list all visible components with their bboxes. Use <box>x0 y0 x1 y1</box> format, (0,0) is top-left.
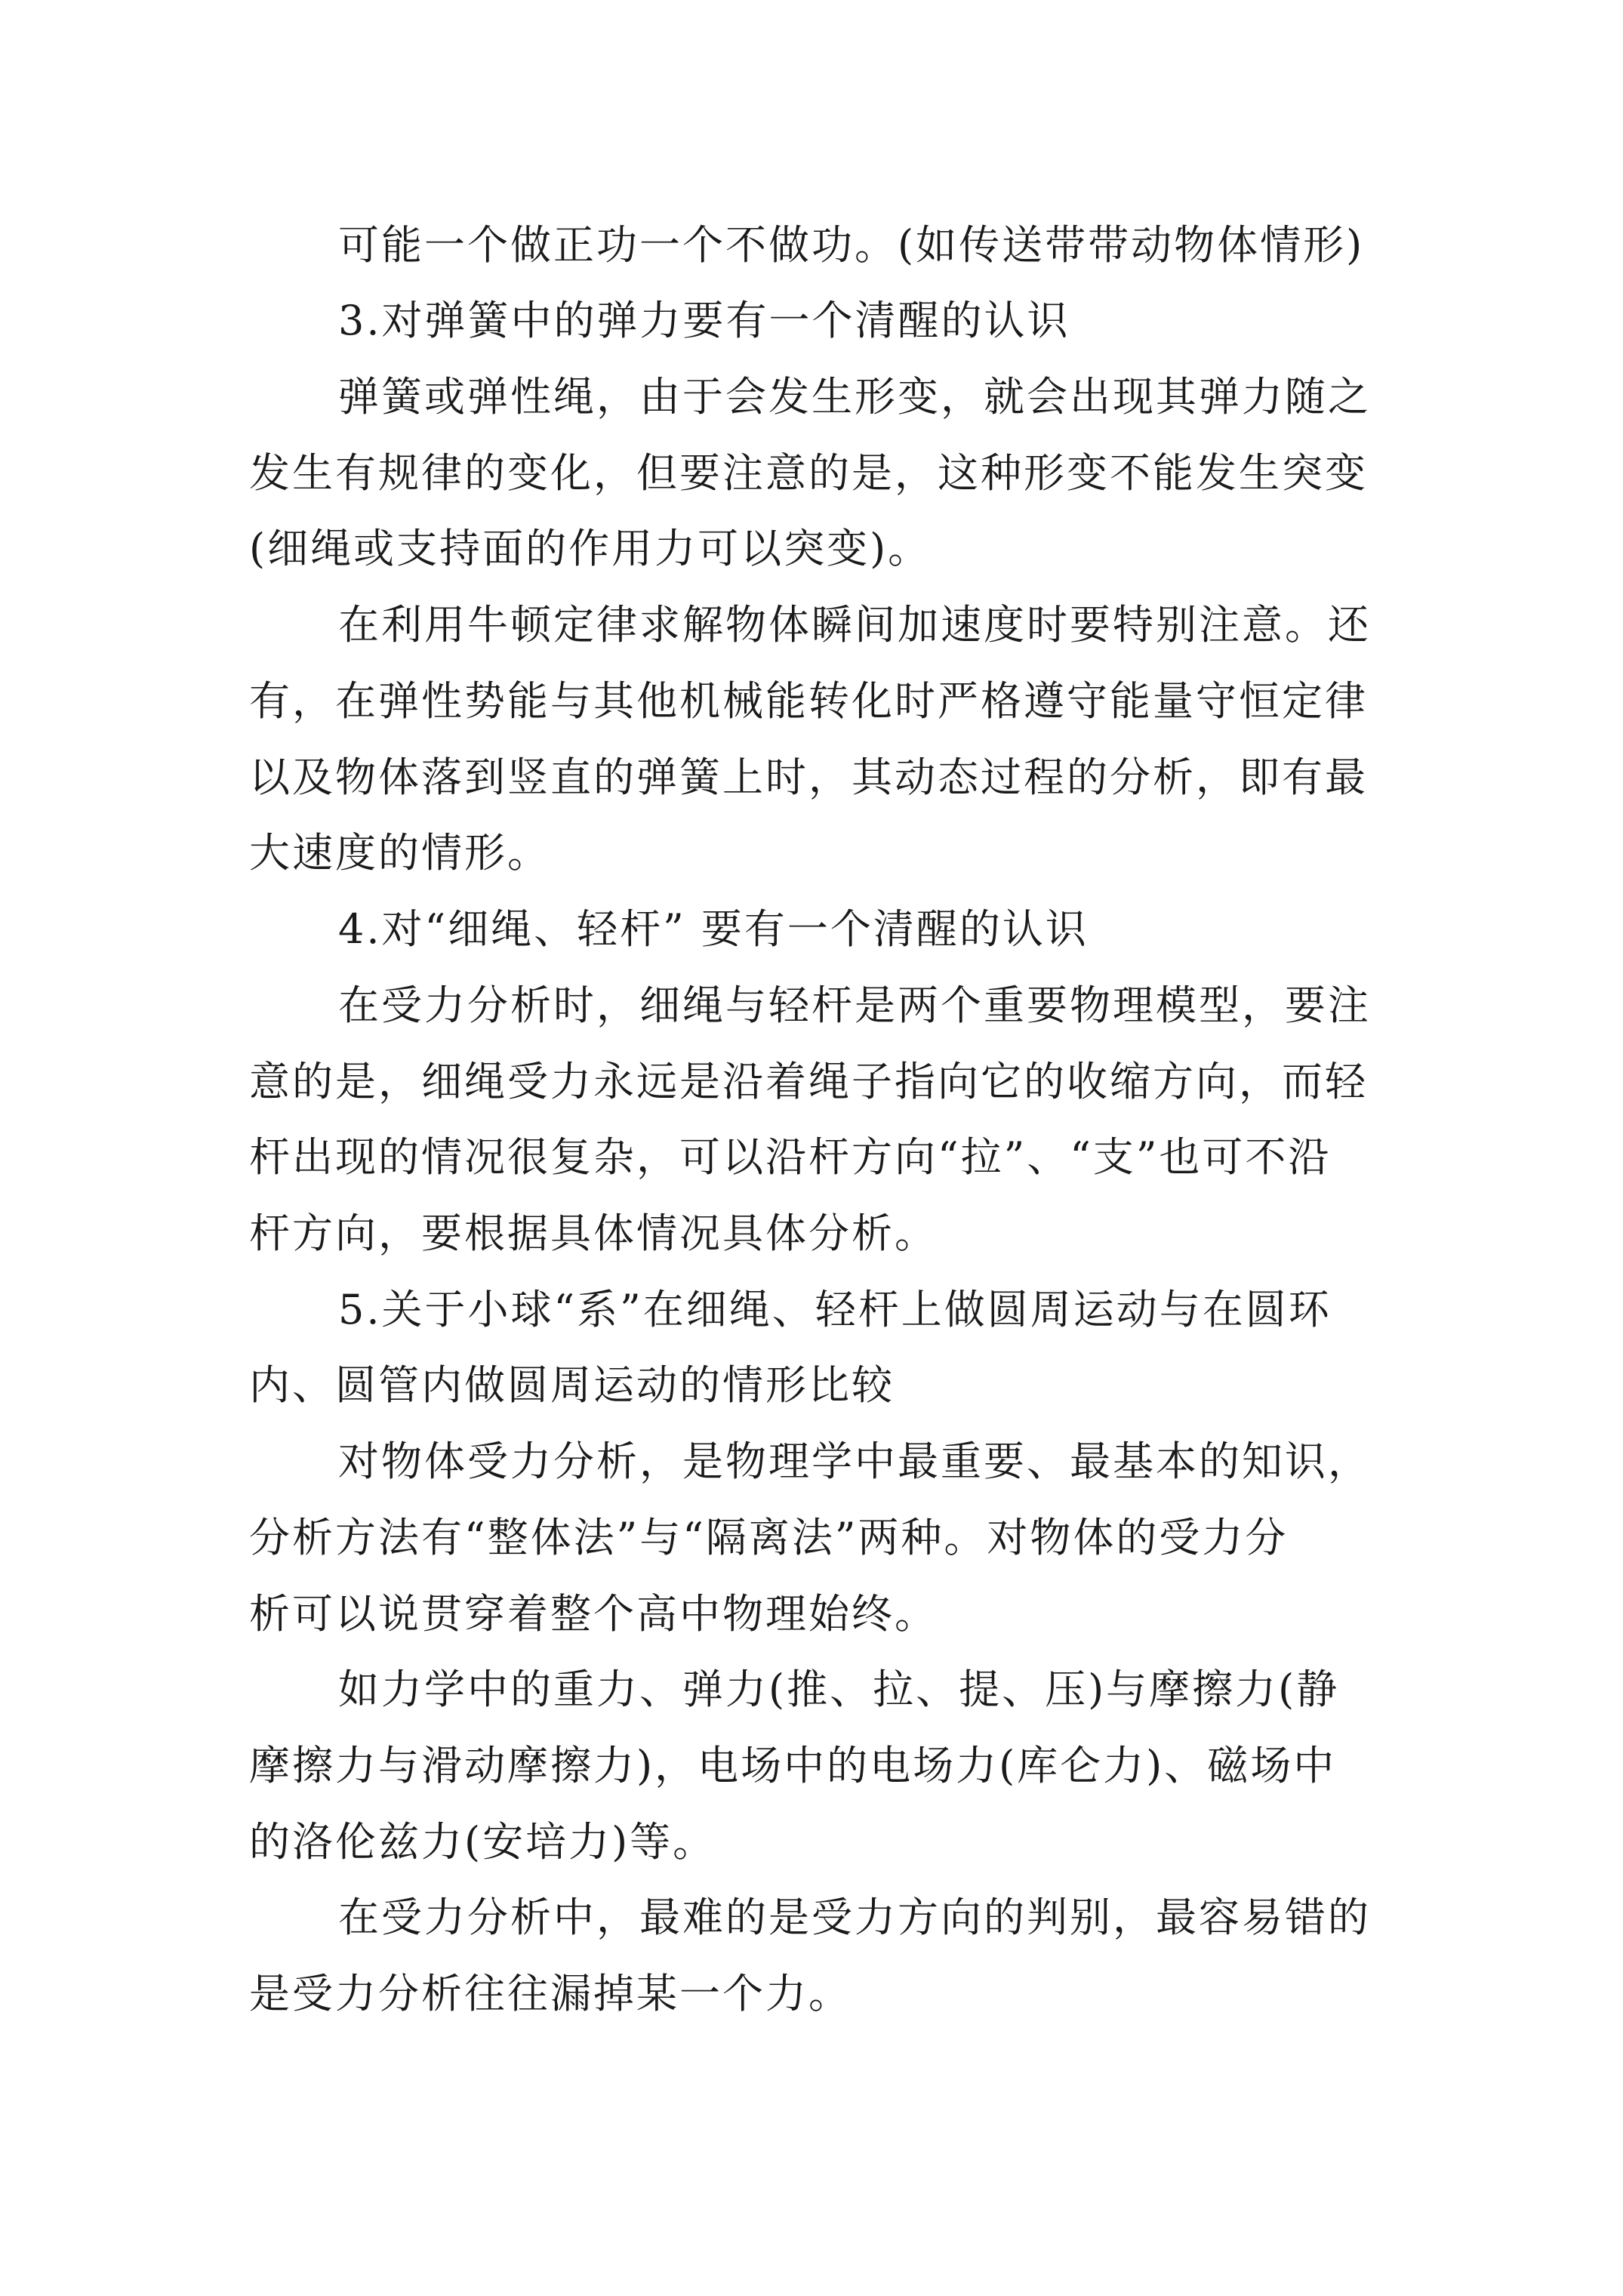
text-line: 杆方向，要根据具体情况具体分析。 <box>249 1210 938 1257</box>
section-heading: 5.关于小球“系”在细绳、轻杆上做圆周运动与在圆环 <box>338 1286 1332 1333</box>
text-line: 在受力分析中，最难的是受力方向的判别，最容易错的 <box>338 1894 1371 1941</box>
text-line: 有，在弹性势能与其他机械能转化时严格遵守能量守恒定律 <box>249 677 1368 725</box>
text-line: 以及物体落到竖直的弹簧上时，其动态过程的分析，即有最 <box>249 754 1368 801</box>
text-line: 大速度的情形。 <box>249 829 550 877</box>
text-line: 在利用牛顿定律求解物体瞬间加速度时要特别注意。还 <box>338 601 1371 649</box>
text-line: 在受力分析时，细绳与轻杆是两个重要物理模型，要注 <box>338 982 1371 1029</box>
text-line: 是受力分析往往漏掉某一个力。 <box>249 1970 852 2017</box>
section-heading: 4.对“细绳、轻杆” 要有一个清醒的认识 <box>338 905 1089 953</box>
text-line: 析可以说贯穿着整个高中物理始终。 <box>249 1590 938 1638</box>
text-line: 意的是，细绳受力永远是沿着绳子指向它的收缩方向，而轻 <box>249 1058 1368 1105</box>
text-line: 可能一个做正功一个不做功。(如传送带带动物体情形) <box>338 221 1365 269</box>
text-line: 如力学中的重力、弹力(推、拉、提、压)与摩擦力(静 <box>338 1666 1340 1713</box>
text-line: 对物体受力分析，是物理学中最重要、最基本的知识， <box>338 1438 1371 1485</box>
text-line: 杆出现的情况很复杂，可以沿杆方向“拉”、“支”也可不沿 <box>249 1133 1332 1181</box>
text-line: 摩擦力与滑动摩擦力)，电场中的电场力(库仑力)、磁场中 <box>249 1742 1337 1789</box>
text-line: 的洛伦兹力(安培力)等。 <box>249 1818 716 1866</box>
section-heading: 3.对弹簧中的弹力要有一个清醒的认识 <box>338 297 1070 344</box>
text-line: 发生有规律的变化，但要注意的是，这种形变不能发生突变 <box>249 449 1368 497</box>
text-line: 弹簧或弹性绳，由于会发生形变，就会出现其弹力随之 <box>338 373 1371 421</box>
text-line: 分析方法有“整体法”与“隔离法”两种。对物体的受力分 <box>249 1514 1289 1561</box>
text-line: (细绳或支持面的作用力可以突变)。 <box>249 525 932 572</box>
section-heading: 内、圆管内做圆周运动的情形比较 <box>249 1361 895 1409</box>
